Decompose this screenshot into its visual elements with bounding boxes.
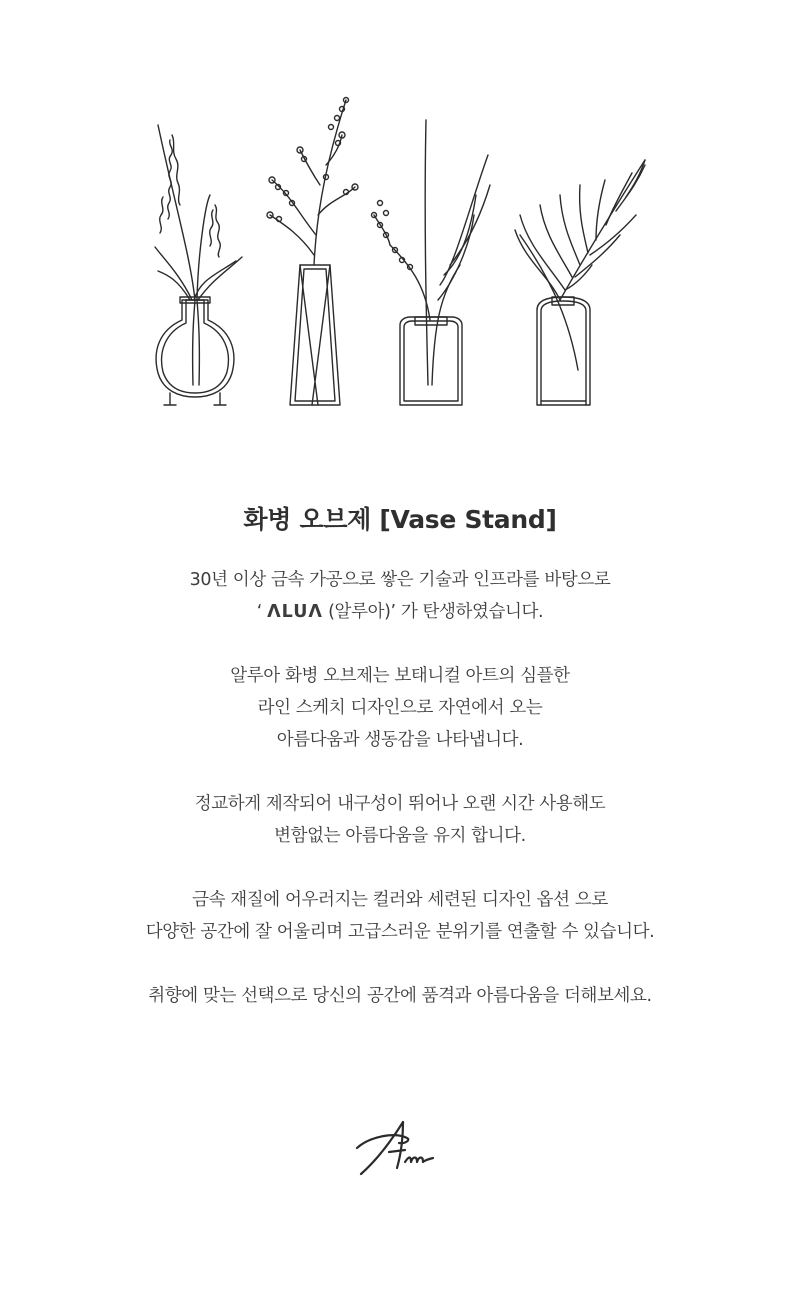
intro-line-1: 30년 이상 금속 가공으로 쌓은 기술과 인프라를 바탕으로 <box>189 570 611 590</box>
text-line: 다양한 공간에 잘 어울리며 고급스러운 분위기를 연출할 수 있습니다. <box>145 922 655 942</box>
quote-open: ‘ <box>256 602 262 622</box>
closing-paragraph <box>0 980 800 1012</box>
text-line: 라인 스케치 디자인으로 자연에서 오는 <box>257 698 543 718</box>
text-line: 아름다움과 생동감을 나타냅니다. <box>276 730 524 750</box>
vase-illustration <box>0 85 800 415</box>
text-line: 알루아 화병 오브제는 보태니컬 아트의 심플한 <box>230 666 570 686</box>
text-line: 취향에 맞는 선택으로 당신의 공간에 품격과 아름다움을 더해보세요. <box>148 986 652 1006</box>
color-paragraph <box>0 884 800 948</box>
design-paragraph <box>0 660 800 756</box>
brand-logo: ΛLUΛ <box>267 602 323 622</box>
vase-tall-icon <box>267 98 358 406</box>
durability-paragraph <box>0 788 800 852</box>
intro-line-2 <box>0 596 800 628</box>
vase-round-icon <box>155 125 242 405</box>
vase-arch-icon <box>515 160 645 405</box>
product-description <box>0 564 800 1012</box>
vase-square-icon <box>372 120 491 405</box>
intro-line-2-rest: (알루아)’ 가 탄생하였습니다. <box>322 602 544 622</box>
signature-logo <box>345 1110 445 1190</box>
intro-paragraph <box>0 564 800 628</box>
text-line: 정교하게 제작되어 내구성이 뛰어나 오랜 시간 사용해도 <box>194 794 606 814</box>
text-line: 금속 재질에 어우러지는 컬러와 세련된 디자인 옵션 으로 <box>192 890 608 910</box>
text-line: 변함없는 아름다움을 유지 합니다. <box>274 826 526 846</box>
page-title: 화병 오브제 [Vase Stand] <box>243 505 557 534</box>
